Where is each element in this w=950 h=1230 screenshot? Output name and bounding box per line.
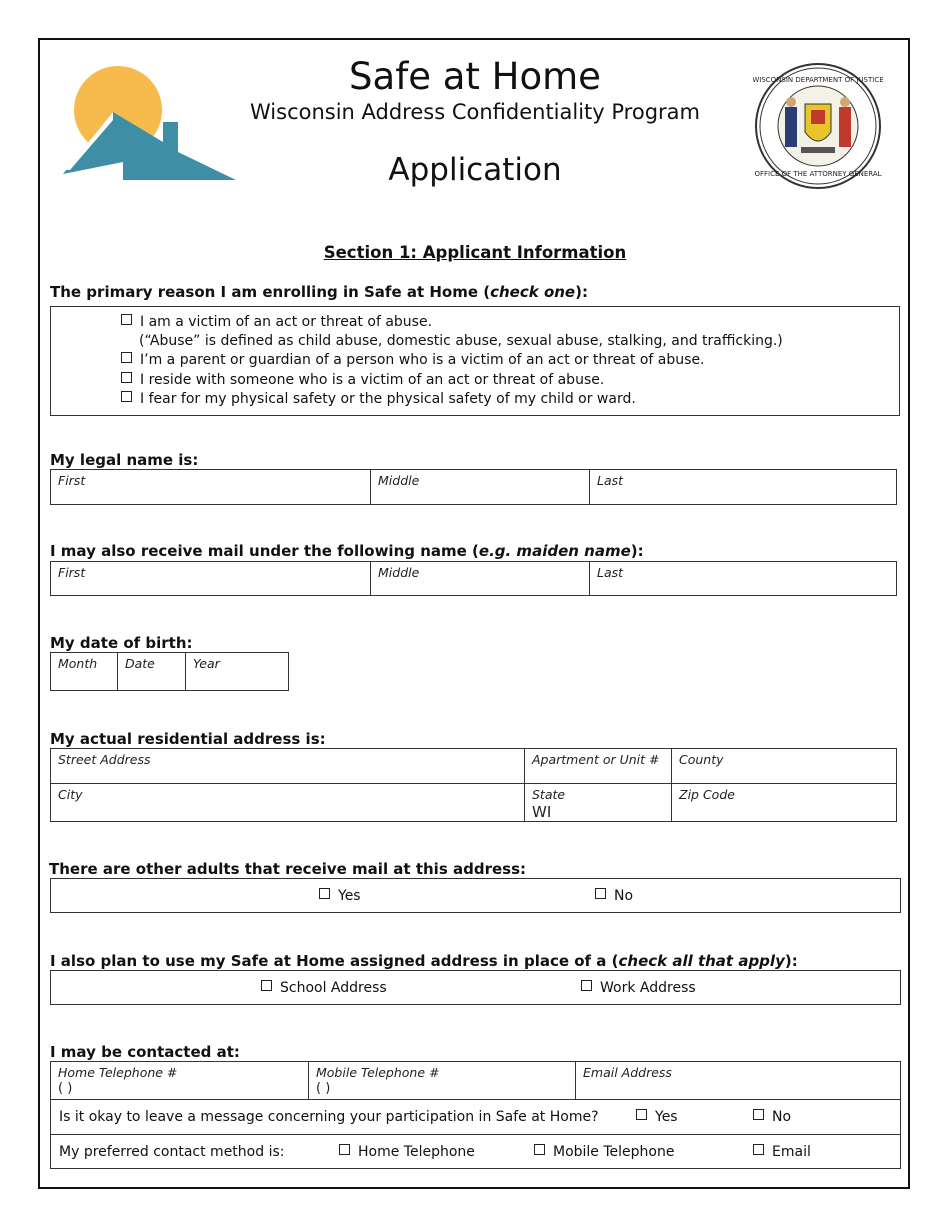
area-code-paren: ( ) [58,1081,73,1096]
checkbox[interactable] [753,1144,764,1155]
page-title: Safe at Home [349,55,601,98]
message-yes[interactable]: Yes [636,1109,678,1125]
message-no[interactable]: No [753,1109,791,1125]
seal-text-bottom: OFFICE OF THE ATTORNEY GENERAL [754,170,882,178]
reason-option-parent[interactable]: I’m a parent or guardian of a person who is a victim of an act or threat of abuse. [121,352,705,368]
contact-table [50,1061,901,1169]
checkbox[interactable] [534,1144,545,1155]
reason-option-victim[interactable]: I am a victim of an act or threat of abuse. [121,314,432,330]
address-row-1 [51,749,896,784]
field-label: Apartment or Unit # [532,752,660,767]
field-label: Mobile Telephone # [316,1065,440,1080]
field-label: Month [58,656,98,671]
field-label: First [58,473,86,488]
mobile-telephone-field[interactable] [309,1062,576,1099]
work-address-option[interactable]: Work Address [581,980,696,996]
abuse-definition-note: (“Abuse” is defined as child abuse, domestic abuse, sexual abuse, stalking, and trafficking.) [139,333,783,349]
apt-unit-field[interactable] [525,749,672,783]
preferred-method-label: My preferred contact method is: [59,1144,285,1160]
dob-year-field[interactable] [186,653,288,690]
field-label: County [679,752,724,767]
legal-middle-field[interactable] [371,470,590,504]
county-field[interactable] [672,749,896,783]
field-label: Email Address [583,1065,672,1080]
dob-label: My date of birth: [50,634,193,652]
alt-name-label: I may also receive mail under the following name (e.g. maiden name): [50,542,644,560]
checkbox[interactable] [595,888,606,899]
field-label: State [532,787,566,802]
reason-box [50,306,900,416]
checkbox[interactable] [261,980,272,991]
pref-mobile-telephone[interactable]: Mobile Telephone [534,1144,674,1160]
contact-row-preferred [51,1135,900,1170]
city-field[interactable] [51,784,525,821]
alt-last-field[interactable] [590,562,896,595]
legal-first-field[interactable] [51,470,371,504]
alt-middle-field[interactable] [371,562,590,595]
field-label: Street Address [58,752,151,767]
reason-option-fear[interactable]: I fear for my physical safety or the physical safety of my child or ward. [121,391,636,407]
contact-row-message [51,1100,900,1135]
field-label: First [58,565,86,580]
document-type: Application [388,152,562,188]
message-question: Is it okay to leave a message concerning your participation in Safe at Home? [59,1109,599,1125]
address-label: My actual residential address is: [50,730,326,748]
home-telephone-field[interactable] [51,1062,309,1099]
reason-option-reside[interactable]: I reside with someone who is a victim of an act or threat of abuse. [121,372,604,388]
checkbox[interactable] [121,391,132,402]
checkbox[interactable] [319,888,330,899]
contact-label: I may be contacted at: [50,1043,240,1061]
field-label: Date [125,656,155,671]
section-title: Section 1: Applicant Information [323,243,627,262]
street-address-field[interactable] [51,749,525,783]
state-field[interactable] [525,784,672,821]
page-border [38,38,910,1189]
pref-home-telephone[interactable]: Home Telephone [339,1144,475,1160]
other-adults-no[interactable]: No [595,888,633,904]
dob-month-field[interactable] [51,653,118,690]
address-table [50,748,897,822]
reason-label: The primary reason I am enrolling in Safe at Home (check one): [50,283,588,301]
dob-row [50,652,289,691]
checkbox[interactable] [636,1109,647,1120]
assigned-address-label: I also plan to use my Safe at Home assigned address in place of a (check all that apply): [50,952,798,970]
checkbox[interactable] [339,1144,350,1155]
page-subtitle: Wisconsin Address Confidentiality Program [249,100,700,124]
other-adults-yes[interactable]: Yes [319,888,361,904]
checkbox[interactable] [581,980,592,991]
field-label: Middle [378,565,420,580]
other-adults-box [50,878,901,913]
field-label: Zip Code [679,787,735,802]
alt-first-field[interactable] [51,562,371,595]
legal-name-label: My legal name is: [50,451,199,469]
area-code-paren: ( ) [316,1081,331,1096]
checkbox[interactable] [121,372,132,383]
alt-name-row [50,561,897,596]
other-adults-label: There are other adults that receive mail at this address: [49,860,526,878]
seal-text-top: WISCONSIN DEPARTMENT OF JUSTICE [753,76,883,84]
contact-row-phones [51,1062,900,1100]
zip-code-field[interactable] [672,784,896,821]
legal-name-row [50,469,897,505]
field-label: Home Telephone # [58,1065,178,1080]
pref-email[interactable]: Email [753,1144,811,1160]
email-address-field[interactable] [576,1062,900,1099]
checkbox[interactable] [121,314,132,325]
field-label: Year [193,656,220,671]
checkbox[interactable] [753,1109,764,1120]
address-row-2 [51,784,896,821]
school-address-option[interactable]: School Address [261,980,387,996]
field-label: Last [597,473,624,488]
state-value: WI [532,803,552,821]
field-label: City [58,787,83,802]
assigned-address-box [50,970,901,1005]
dob-date-field[interactable] [118,653,186,690]
checkbox[interactable] [121,352,132,363]
field-label: Last [597,565,624,580]
field-label: Middle [378,473,420,488]
legal-last-field[interactable] [590,470,896,504]
